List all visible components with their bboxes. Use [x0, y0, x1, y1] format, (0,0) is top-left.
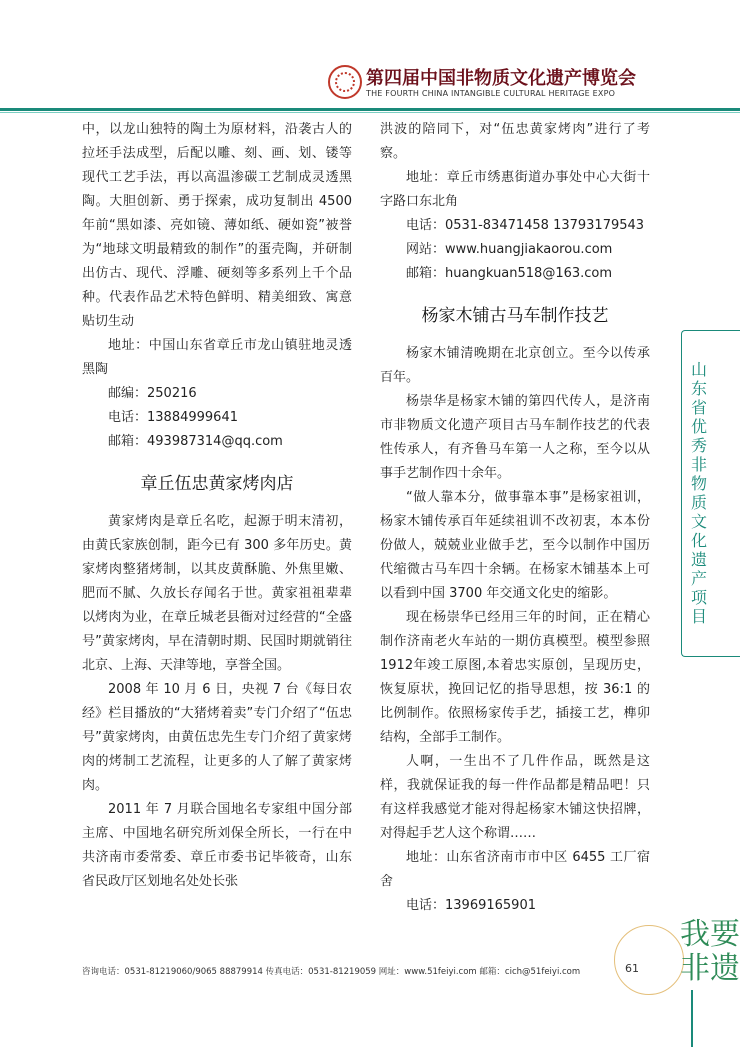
- expo-logo: [328, 65, 362, 99]
- right-phone-2: 电话：13969165901: [406, 898, 536, 913]
- left-para-2: 黄家烤肉是章丘名吃，起源于明末清初，由黄氏家族创制，距今已有 300 多年历史。黄家烤肉整猪烤制，以其皮黄酥脆、外焦里嫩、肥而不腻、久放长存闻名于世。黄家祖祖辈辈以烤肉为业，在章丘城老县衙对过经营的“全盛号”黄家烤肉，早在清朝时期、民国时期就销往北京、上海、天津等地，享誉全国。: [82, 514, 352, 673]
- page-header: [0, 0, 740, 108]
- footer-contact: 咨询电话：0531-81219060/9065 88879914 传真电话：0531-81219059 网址：www.51feiyi.com 邮箱：cich@51feiyi.com: [82, 967, 581, 977]
- section-heading-mache: 杨家木铺古马车制作技艺: [421, 306, 609, 326]
- right-column: [380, 118, 650, 918]
- lotus-emblem-icon: [614, 925, 684, 995]
- page-number: 61: [625, 962, 639, 975]
- right-address-2: 地址：山东省济南市市中区 6455 工厂宿舍: [380, 850, 650, 889]
- left-para-4: 2011 年 7 月联合国地名专家组中国分部主席、中国地名研究所刘保全所长，一行在中共济南市委常委、章丘市委书记毕筱奇，山东省民政厅区划地名处处长张: [82, 802, 352, 889]
- left-para-1: 中，以龙山独特的陶土为原材料，沿袭古人的拉坯手法成型，后配以雕、刻、画、划、镂等现代工艺手法，再以高温渗碳工艺制成灵透黑陶。大胆创新、勇于探索，成功复制出 4500 年前“黑如漆、亮如镜、薄如纸、硬如瓷”被誉为“地球文明最精致的制作”的蛋壳陶，并研制出仿古、现代、浮雕、硬刻等多系列上千个品种。代表作品艺术特色鲜明、精美细致、寓意贴切生动: [82, 122, 352, 329]
- left-column: [82, 118, 352, 894]
- side-tab-label: 山东省优秀非物质文化遗产项目: [690, 360, 707, 626]
- left-phone: 电话：13884999641: [108, 410, 238, 425]
- left-email: 邮箱：493987314@qq.com: [108, 434, 283, 449]
- header-divider-thin: [0, 112, 740, 113]
- right-para-2: 杨家木铺清晚期在北京创立。至今以传承百年。: [380, 346, 650, 385]
- right-website: 网站：www.huangjiakaorou.com: [406, 242, 613, 257]
- left-address: 地址：中国山东省章丘市龙山镇驻地灵透黑陶: [82, 338, 352, 377]
- right-para-1: 洪波的陪同下，对“伍忠黄家烤肉”进行了考察。: [380, 122, 650, 161]
- right-para-3: 杨崇华是杨家木铺的第四代传人，是济南市非物质文化遗产项目古马车制作技艺的代表性传承人，有齐鲁马车第一人之称，至今以从事手艺制作四十余年。: [380, 394, 650, 481]
- right-para-6: 人啊，一生出不了几件作品，既然是这样，我就保证我的每一件作品都是精品吧！只有这样我感觉才能对得起杨家木铺这快招牌，对得起手艺人这个称谓……: [380, 754, 650, 841]
- left-para-3: 2008 年 10 月 6 日，央视 7 台《每日农经》栏目播放的“大猪烤着卖”专门介绍了“伍忠号”黄家烤肉，由黄伍忠先生专门介绍了黄家烤肉的烤制工艺流程，让更多的人了解了黄家烤肉。: [82, 682, 352, 793]
- right-phone: 电话：0531-83471458 13793179543: [406, 218, 645, 233]
- section-heading-kaorou: 章丘伍忠黄家烤肉店: [140, 474, 294, 494]
- bottom-accent-bar: [691, 990, 693, 1047]
- left-postcode: 邮编：250216: [108, 386, 197, 401]
- right-para-4: “做人靠本分，做事靠本事”是杨家祖训，杨家木铺传承百年延续祖训不改初衷，本本份份做人，兢兢业业做手艺，至今以制作中国历代缩微古马车四十余辆。在杨家木铺基本上可以看到中国 3700 年交通文化史的缩影。: [380, 490, 650, 601]
- header-divider: [0, 108, 740, 111]
- right-address: 地址：章丘市绣惠街道办事处中心大街十字路口东北角: [380, 170, 650, 209]
- calligraphy-logo: 我要非遗: [680, 917, 740, 986]
- header-title-cn: 第四届中国非物质文化遗产博览会: [366, 68, 636, 89]
- header-title-en: THE FOURTH CHINA INTANGIBLE CULTURAL HERITAGE EXPO: [366, 89, 616, 98]
- right-para-5: 现在杨崇华已经用三年的时间，正在精心制作济南老火车站的一期仿真模型。模型参照1912年竣工原图,本着忠实原创，呈现历史，恢复原状，挽回记忆的指导思想，按 36:1 的比例制作。依照杨家传手艺，插接工艺，榫卯结构，全部手工制作。: [380, 610, 650, 745]
- right-email: 邮箱：huangkuan518@163.com: [406, 266, 613, 281]
